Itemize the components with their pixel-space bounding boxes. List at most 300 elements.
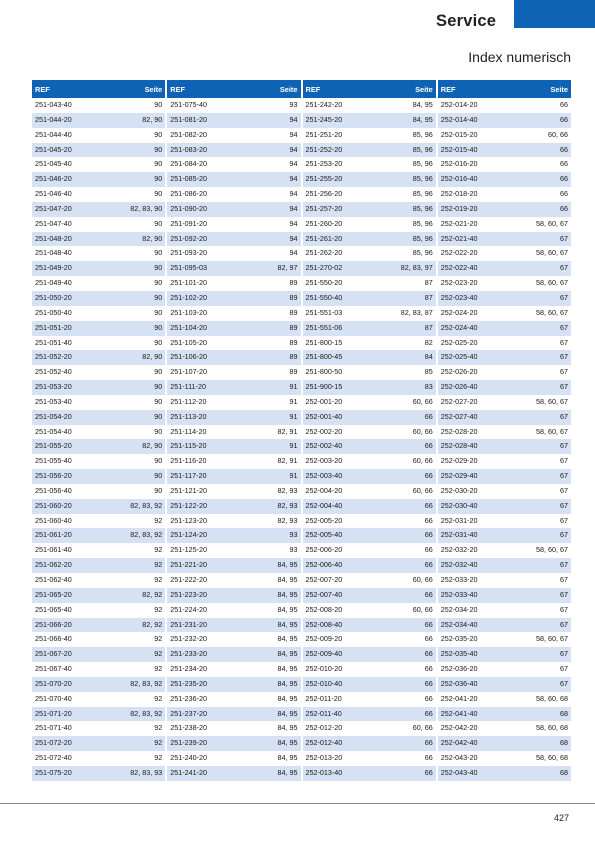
table-row (303, 187, 436, 202)
seite-cell: 89 (234, 291, 301, 306)
seite-cell: 67 (504, 439, 571, 454)
ref-cell: 252-006-20 (303, 543, 370, 558)
seite-cell: 82, 83, 92 (99, 707, 166, 722)
seite-cell: 87 (369, 276, 436, 291)
ref-cell: 251-065-20 (32, 588, 99, 603)
table-row (438, 128, 571, 143)
seite-cell: 92 (99, 721, 166, 736)
table-row (438, 425, 571, 440)
table-row (438, 484, 571, 499)
table-row (167, 306, 300, 321)
ref-cell: 252-042-20 (438, 721, 505, 736)
seite-cell: 58, 60, 68 (504, 692, 571, 707)
table-row (32, 514, 165, 529)
seite-cell: 85, 96 (369, 172, 436, 187)
seite-cell: 84, 95 (234, 751, 301, 766)
index-tables (32, 80, 571, 781)
ref-cell: 252-004-20 (303, 484, 370, 499)
seite-cell: 94 (234, 217, 301, 232)
ref-cell: 252-002-20 (303, 425, 370, 440)
table-row (303, 172, 436, 187)
table-row (167, 276, 300, 291)
table-row (438, 588, 571, 603)
seite-cell: 84, 95 (234, 677, 301, 692)
seite-cell: 82, 83, 87 (369, 306, 436, 321)
ref-cell: 251-238-20 (167, 721, 234, 736)
table-row (438, 751, 571, 766)
column-header-ref: REF (438, 80, 505, 98)
table-row (167, 484, 300, 499)
ref-cell: 251-257-20 (303, 202, 370, 217)
seite-cell: 90 (99, 98, 166, 113)
ref-cell: 251-053-40 (32, 395, 99, 410)
table-row (438, 232, 571, 247)
seite-cell: 90 (99, 172, 166, 187)
table-row (303, 157, 436, 172)
ref-cell: 251-233-20 (167, 647, 234, 662)
seite-cell: 84, 95 (369, 98, 436, 113)
table-row (167, 707, 300, 722)
seite-cell: 66 (369, 499, 436, 514)
seite-cell: 67 (504, 588, 571, 603)
seite-cell: 85, 96 (369, 217, 436, 232)
ref-cell: 251-045-20 (32, 143, 99, 158)
seite-cell: 60, 66 (369, 603, 436, 618)
table-row (167, 514, 300, 529)
seite-cell: 90 (99, 469, 166, 484)
seite-cell: 90 (99, 336, 166, 351)
table-row (438, 321, 571, 336)
seite-cell: 58, 60, 67 (504, 395, 571, 410)
seite-cell: 67 (504, 662, 571, 677)
ref-cell: 252-024-40 (438, 321, 505, 336)
table-row (32, 528, 165, 543)
table-row (303, 543, 436, 558)
seite-cell: 67 (504, 380, 571, 395)
table-row (303, 321, 436, 336)
ref-cell: 251-060-20 (32, 499, 99, 514)
table-row (32, 365, 165, 380)
ref-cell: 251-045-40 (32, 157, 99, 172)
table-row (32, 202, 165, 217)
ref-cell: 252-008-40 (303, 618, 370, 633)
seite-cell: 67 (504, 647, 571, 662)
seite-cell: 60, 66 (369, 454, 436, 469)
table-row (32, 410, 165, 425)
table-row (167, 766, 300, 781)
table-row (167, 291, 300, 306)
ref-cell: 251-043-40 (32, 98, 99, 113)
ref-cell: 252-013-20 (303, 751, 370, 766)
ref-cell: 251-245-20 (303, 113, 370, 128)
ref-cell: 252-043-20 (438, 751, 505, 766)
table-row (303, 632, 436, 647)
ref-cell: 252-008-20 (303, 603, 370, 618)
ref-cell: 252-027-20 (438, 395, 505, 410)
seite-cell: 58, 60, 67 (504, 543, 571, 558)
seite-cell: 66 (369, 588, 436, 603)
ref-cell: 251-054-20 (32, 410, 99, 425)
seite-cell: 67 (504, 232, 571, 247)
ref-cell: 251-550-20 (303, 276, 370, 291)
seite-cell: 85, 96 (369, 187, 436, 202)
seite-cell: 67 (504, 469, 571, 484)
ref-cell: 251-234-20 (167, 662, 234, 677)
table-row (167, 425, 300, 440)
ref-cell: 252-001-20 (303, 395, 370, 410)
seite-cell: 94 (234, 157, 301, 172)
ref-cell: 251-241-20 (167, 766, 234, 781)
table-row (32, 736, 165, 751)
table-row (303, 618, 436, 633)
table-row (167, 558, 300, 573)
column-header-ref: REF (32, 80, 99, 98)
table-row (303, 202, 436, 217)
table-row (167, 157, 300, 172)
table-row (438, 662, 571, 677)
table-row (438, 350, 571, 365)
seite-cell: 85, 96 (369, 128, 436, 143)
table-row (303, 707, 436, 722)
seite-cell: 82, 97 (234, 261, 301, 276)
ref-cell: 251-047-20 (32, 202, 99, 217)
seite-cell: 82, 93 (234, 514, 301, 529)
table-row (438, 603, 571, 618)
table-row (438, 246, 571, 261)
table-row (303, 692, 436, 707)
table-row (303, 603, 436, 618)
ref-cell: 251-049-40 (32, 276, 99, 291)
seite-cell: 66 (369, 677, 436, 692)
table-row (167, 721, 300, 736)
ref-cell: 252-023-40 (438, 291, 505, 306)
table-row (303, 499, 436, 514)
table-row (438, 692, 571, 707)
section-tab-marker (514, 0, 595, 28)
column-header-ref: REF (303, 80, 370, 98)
seite-cell: 82, 91 (234, 454, 301, 469)
seite-cell: 66 (369, 514, 436, 529)
table-row (303, 425, 436, 440)
ref-cell: 252-004-40 (303, 499, 370, 514)
seite-cell: 92 (99, 543, 166, 558)
ref-cell: 251-800-45 (303, 350, 370, 365)
seite-cell: 58, 60, 67 (504, 306, 571, 321)
seite-cell: 90 (99, 321, 166, 336)
seite-cell: 82, 90 (99, 350, 166, 365)
seite-cell: 58, 60, 68 (504, 721, 571, 736)
table-row (32, 543, 165, 558)
ref-cell: 252-021-40 (438, 232, 505, 247)
ref-cell: 251-253-20 (303, 157, 370, 172)
table-row (32, 692, 165, 707)
table-row (303, 484, 436, 499)
table-row (438, 632, 571, 647)
table-row (167, 588, 300, 603)
ref-cell: 251-070-20 (32, 677, 99, 692)
ref-cell: 251-237-20 (167, 707, 234, 722)
seite-cell: 67 (504, 677, 571, 692)
table-row (303, 143, 436, 158)
seite-cell: 92 (99, 603, 166, 618)
ref-cell: 252-010-20 (303, 662, 370, 677)
table-row (167, 736, 300, 751)
table-row (32, 276, 165, 291)
ref-cell: 251-086-20 (167, 187, 234, 202)
seite-cell: 85, 96 (369, 246, 436, 261)
table-row (32, 128, 165, 143)
ref-cell: 251-113-20 (167, 410, 234, 425)
seite-cell: 84, 95 (234, 632, 301, 647)
ref-cell: 251-083-20 (167, 143, 234, 158)
ref-cell: 252-031-20 (438, 514, 505, 529)
table-row (438, 172, 571, 187)
table-row (303, 98, 436, 113)
table-row (32, 380, 165, 395)
seite-cell: 92 (99, 573, 166, 588)
table-row (438, 98, 571, 113)
ref-cell: 251-224-20 (167, 603, 234, 618)
seite-cell: 87 (369, 321, 436, 336)
seite-cell: 90 (99, 246, 166, 261)
seite-cell: 90 (99, 454, 166, 469)
ref-cell: 251-260-20 (303, 217, 370, 232)
index-table-2 (167, 80, 300, 781)
table-row (303, 558, 436, 573)
table-row (167, 321, 300, 336)
seite-cell: 90 (99, 291, 166, 306)
seite-cell: 67 (504, 514, 571, 529)
table-row (438, 187, 571, 202)
seite-cell: 84, 95 (234, 707, 301, 722)
seite-cell: 90 (99, 261, 166, 276)
ref-cell: 252-009-20 (303, 632, 370, 647)
table-row (303, 113, 436, 128)
seite-cell: 58, 60, 67 (504, 217, 571, 232)
ref-cell: 251-047-40 (32, 217, 99, 232)
ref-cell: 252-012-20 (303, 721, 370, 736)
seite-cell: 82, 92 (99, 618, 166, 633)
seite-cell: 66 (504, 202, 571, 217)
ref-cell: 251-242-20 (303, 98, 370, 113)
ref-cell: 252-005-40 (303, 528, 370, 543)
ref-cell: 251-081-20 (167, 113, 234, 128)
seite-cell: 68 (504, 736, 571, 751)
seite-cell: 66 (369, 751, 436, 766)
seite-cell: 66 (504, 157, 571, 172)
ref-cell: 251-223-20 (167, 588, 234, 603)
seite-cell: 84 (369, 350, 436, 365)
ref-cell: 251-800-50 (303, 365, 370, 380)
seite-cell: 67 (504, 365, 571, 380)
seite-cell: 66 (504, 187, 571, 202)
ref-cell: 251-055-40 (32, 454, 99, 469)
table-row (438, 469, 571, 484)
ref-cell: 251-256-20 (303, 187, 370, 202)
ref-cell: 251-262-20 (303, 246, 370, 261)
table-row (32, 662, 165, 677)
ref-cell: 251-060-40 (32, 514, 99, 529)
seite-cell: 84, 95 (234, 588, 301, 603)
ref-cell: 251-122-20 (167, 499, 234, 514)
ref-cell: 252-007-40 (303, 588, 370, 603)
seite-cell: 67 (504, 410, 571, 425)
table-row (438, 276, 571, 291)
seite-cell: 67 (504, 603, 571, 618)
table-row (32, 677, 165, 692)
ref-cell: 251-067-20 (32, 647, 99, 662)
table-row (438, 380, 571, 395)
ref-cell: 251-123-20 (167, 514, 234, 529)
seite-cell: 85, 96 (369, 202, 436, 217)
ref-cell: 251-125-20 (167, 543, 234, 558)
table-row (167, 528, 300, 543)
seite-cell: 67 (504, 558, 571, 573)
ref-cell: 251-104-20 (167, 321, 234, 336)
ref-cell: 251-551-03 (303, 306, 370, 321)
table-row (303, 246, 436, 261)
seite-cell: 90 (99, 187, 166, 202)
table-row (167, 543, 300, 558)
seite-cell: 85, 96 (369, 143, 436, 158)
ref-cell: 252-035-20 (438, 632, 505, 647)
seite-cell: 85, 96 (369, 232, 436, 247)
ref-cell: 252-026-20 (438, 365, 505, 380)
seite-cell: 92 (99, 632, 166, 647)
table-row (32, 454, 165, 469)
ref-cell: 251-062-20 (32, 558, 99, 573)
table-row (438, 766, 571, 781)
table-row (303, 232, 436, 247)
table-row (438, 395, 571, 410)
table-row (32, 647, 165, 662)
table-row (32, 558, 165, 573)
table-row (438, 202, 571, 217)
seite-cell: 67 (504, 261, 571, 276)
table-row (438, 143, 571, 158)
table-row (167, 618, 300, 633)
seite-cell: 67 (504, 618, 571, 633)
table-row (438, 365, 571, 380)
table-row (438, 573, 571, 588)
ref-cell: 251-066-20 (32, 618, 99, 633)
table-row (32, 350, 165, 365)
ref-cell: 251-106-20 (167, 350, 234, 365)
table-row (167, 677, 300, 692)
seite-cell: 94 (234, 128, 301, 143)
seite-cell: 91 (234, 439, 301, 454)
ref-cell: 251-232-20 (167, 632, 234, 647)
seite-cell: 91 (234, 380, 301, 395)
seite-cell: 91 (234, 395, 301, 410)
seite-cell: 94 (234, 202, 301, 217)
table-row (167, 454, 300, 469)
index-table-4 (438, 80, 571, 781)
table-row (303, 395, 436, 410)
table-row (438, 336, 571, 351)
table-row (167, 439, 300, 454)
table-row (438, 291, 571, 306)
ref-cell: 252-002-40 (303, 439, 370, 454)
table-row (167, 469, 300, 484)
seite-cell: 58, 60, 67 (504, 425, 571, 440)
table-row (167, 647, 300, 662)
ref-cell: 251-222-20 (167, 573, 234, 588)
seite-cell: 84, 95 (234, 662, 301, 677)
ref-cell: 252-033-20 (438, 573, 505, 588)
table-row (167, 499, 300, 514)
ref-cell: 251-107-20 (167, 365, 234, 380)
ref-cell: 252-015-20 (438, 128, 505, 143)
ref-cell: 252-032-20 (438, 543, 505, 558)
ref-cell: 252-014-20 (438, 98, 505, 113)
table-row (438, 410, 571, 425)
ref-cell: 251-121-20 (167, 484, 234, 499)
seite-cell: 85, 96 (369, 157, 436, 172)
seite-cell: 89 (234, 321, 301, 336)
ref-cell: 251-236-20 (167, 692, 234, 707)
ref-cell: 252-028-40 (438, 439, 505, 454)
ref-cell: 252-009-40 (303, 647, 370, 662)
table-row (32, 395, 165, 410)
ref-cell: 251-046-40 (32, 187, 99, 202)
ref-cell: 251-062-40 (32, 573, 99, 588)
ref-cell: 252-005-20 (303, 514, 370, 529)
seite-cell: 90 (99, 128, 166, 143)
table-row (438, 677, 571, 692)
seite-cell: 68 (504, 707, 571, 722)
seite-cell: 92 (99, 736, 166, 751)
table-row (438, 618, 571, 633)
ref-cell: 251-055-20 (32, 439, 99, 454)
table-row (167, 128, 300, 143)
ref-cell: 251-048-40 (32, 246, 99, 261)
ref-cell: 252-034-20 (438, 603, 505, 618)
ref-cell: 251-056-20 (32, 469, 99, 484)
page-number: 427 (553, 813, 569, 823)
table-row (32, 588, 165, 603)
seite-cell: 66 (369, 528, 436, 543)
seite-cell: 66 (369, 736, 436, 751)
seite-cell: 67 (504, 573, 571, 588)
ref-cell: 251-050-40 (32, 306, 99, 321)
seite-cell: 84, 95 (234, 603, 301, 618)
ref-cell: 251-052-20 (32, 350, 99, 365)
table-row (32, 172, 165, 187)
table-row (167, 336, 300, 351)
table-row (303, 128, 436, 143)
seite-cell: 89 (234, 365, 301, 380)
ref-cell: 252-016-20 (438, 157, 505, 172)
table-row (32, 469, 165, 484)
table-row (167, 261, 300, 276)
ref-cell: 251-051-20 (32, 321, 99, 336)
ref-cell: 251-095-03 (167, 261, 234, 276)
seite-cell: 60, 66 (369, 484, 436, 499)
ref-cell: 251-070-40 (32, 692, 99, 707)
ref-cell: 251-240-20 (167, 751, 234, 766)
seite-cell: 84, 95 (234, 766, 301, 781)
table-row (32, 573, 165, 588)
seite-cell: 66 (369, 558, 436, 573)
table-row (32, 751, 165, 766)
seite-cell: 66 (369, 410, 436, 425)
ref-cell: 252-010-40 (303, 677, 370, 692)
table-row (32, 336, 165, 351)
table-row (167, 143, 300, 158)
ref-cell: 251-075-40 (167, 98, 234, 113)
seite-cell: 67 (504, 350, 571, 365)
